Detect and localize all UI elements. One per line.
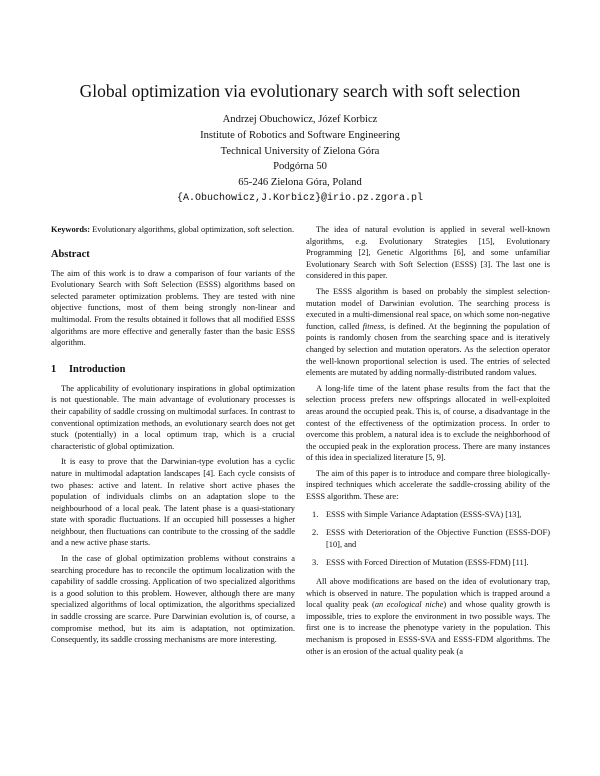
section-heading-introduction [51,363,295,377]
p5-part-b: ) and whose quality growth is impossible, tries to explore the environment in two possible ways. The first one is to increase the phenotype variety in the population. This mechanism is proposed in ESSS-SVA and ESSS-FDM algorithms. The other is an erosion of the actual quality peak (a [306,600,550,656]
left-column [51,224,295,646]
section-title: Introduction [69,363,126,375]
list-item [306,527,550,550]
list-item-number: 1. [312,509,319,519]
right-paragraph-3: A long-life time of the latent phase results from the fact that the selection process prefers new offsprings allocated in well-exploited areas around the occupied peak. This is, of course, a disadvantage in the contest of the effectiveness of the optimization process. In order to overcome this problem, a natural idea is to exclude the neighborhood of the occupied peak in the exploration process. There are many instances of this idea in specialized literature [5, 9]. [306,383,550,463]
abstract-heading: Abstract [51,248,90,260]
author-university: Technical University of Zielona Góra [220,145,380,157]
author-street: Podgórna 50 [273,161,327,173]
right-paragraph-1: The idea of natural evolution is applied in several well-known algorithms, e.g. Evolutionary Strategies [15], Evolutionary Programming [2], Genetic Algorithms [6], and some unfamiliar Evolutionary Search with Soft Selection (ESSS) [3]. The last one is considered in this paper. [306,225,550,281]
intro-paragraph-1: The applicability of evolutionary inspirations in global optimization is not questionable. The main advantage of evolutionary processes is their capability of saddle crossing on multimodal surfaces. In contrast to conventional optimization methods, an evolutionary search does not get stuck (potentially) in a local optimum trap, which is a crucial characteristic of global optimization. [51,383,295,451]
right-paragraph-2 [306,286,550,379]
p2-after: , is defined. At the beginning the population of points is randomly chosen from the searching space and is iteratively changed by selection and mutation operators. As the selection operator the well-known proportional selection is used. The entries of selected elements are mutated by adding normally-distributed random values. [306,321,550,378]
author-email[interactable]: {A.Obuchowicz,J.Korbicz}@irio.pz.zgora.pl [176,192,424,204]
section-number: 1 [51,363,57,375]
keywords-label: Keywords: [51,225,91,234]
p5-part-a: All above modifications are based on the idea of evolutionary trap, which is observed in nature. The population which is trapped around a local quality peak ( [306,577,550,610]
author-names: Andrzej Obuchowicz, Józef Korbicz [222,114,378,125]
right-column [306,224,550,657]
abstract-text: The aim of this work is to draw a comparison of four variants of the Evolutionary Search with Soft Selection (ESSS) algorithms based on selected parameter optimization problems. They are tested with nine objective functions, most of them being strongly non-linear and multimodal. From the results obtained it follows that all modified ESSS algorithms are more effective and generally faster than the basic ESSS algorithm. [51,268,295,348]
technique-list [306,509,550,569]
author-city: 65-246 Zielona Góra, Poland [238,177,362,189]
author-block [0,112,600,207]
list-item-number: 2. [312,528,319,538]
p2-emphasis: fitness [362,321,385,331]
right-paragraph-5 [306,576,550,657]
list-item-text: ESSS with Deterioration of the Objective Function (ESSS-DOF) [10], and [326,528,550,549]
p5-emphasis: an ecological niche [374,600,444,610]
list-item-number: 3. [312,558,319,568]
list-item [306,557,550,569]
list-item [306,509,550,521]
p2-before: The ESSS algorithm is based on probably the simplest selection-mutation model of Darwinian evolution. The searching process is executed in a multi-dimensional real space, on which some non-negative function, called [306,286,550,331]
list-item-text: ESSS with Simple Variance Adaptation (ESSS-SVA) [13], [326,509,522,519]
author-institute: Institute of Robotics and Software Engineering [200,129,400,141]
keywords-text: Evolutionary algorithms, global optimization, soft selection. [92,225,295,234]
intro-paragraph-3: In the case of global optimization problems without constrains a searching procedure has to reconcile the optimum localization with the capability of saddle crossing. Application of two specialized algorithms is a good solution to this problem. However, although there are many specialized algorithms of local optimization, the algorithms specialized in saddle crossing are scarce. Pure Darwinian evolution is, of course, a compromise method, but its aim is adaptation, not optimization. Consequently, its saddle crossing mechanisms are more interesting. [51,554,295,645]
keywords [51,224,295,236]
paper-title: Global optimization via evolutionary search with soft selection [79,81,521,101]
list-item-text: ESSS with Forced Direction of Mutation (ESSS-FDM) [11]. [326,558,529,568]
intro-paragraph-2: It is easy to prove that the Darwinian-type evolution has a cyclic nature in multimodal adaptation landscapes [4]. Each cycle consists of two phases: active and latent. In relative short active phases the population of individuals climbs on an adaptation slope to the neighbourhood of a local peak. The latent phase is a quasi-stationary state with sporadic fluctuations. If an occupied hill possesses a higher neighbour, then fluctuations can contribute to the crossing of the saddle and a new active phase starts. [51,457,295,548]
right-paragraph-4: The aim of this paper is to introduce and compare three biologically-inspired techniques which accelerate the saddle-crossing ability of the ESSS algorithm. These are: [306,468,550,502]
